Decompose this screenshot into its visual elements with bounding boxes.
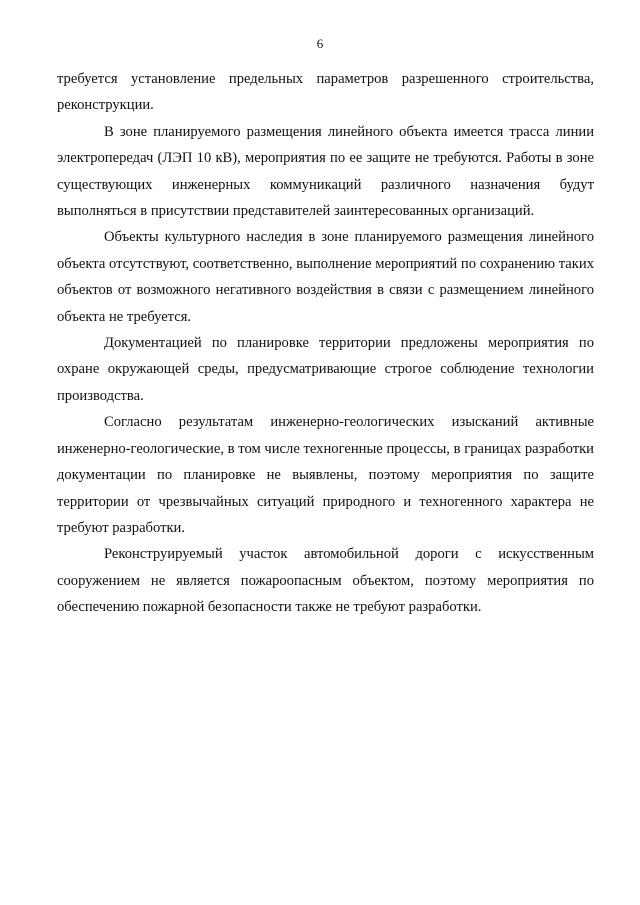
page-number: 6	[316, 36, 324, 51]
paragraph-geology: Согласно результатам инженерно-геологических изысканий активные инженерно-геологические, в том числе техногенные процессы, в границах разработки документации по планировке не выявлены, поэтому мероприятия по защите территории от чрезвычайных ситуаций природного и техногенного характера не требуют разработки.	[57, 414, 594, 536]
paragraph-cultural-heritage: Объекты культурного наследия в зоне планируемого размещения линейного объекта отсутствуют, соответственно, выполнение мероприятий по сохранению таких объектов от возможного негативного воздействия в связи с размещением линейного объекта не требуется.	[57, 229, 594, 325]
paragraph-power-line: В зоне планируемого размещения линейного объекта имеется трасса линии электропередач (ЛЭП 10 кВ), мероприятия по ее защите не требуются. Работы в зоне существующих инженерных коммуникаций различного назначения будут выполняться в присутствии представителей заинтересованных организаций.	[57, 123, 594, 220]
document-body	[57, 66, 594, 621]
paragraph-fire-safety: Реконструируемый участок автомобильной дороги с искусственным сооружением не является пожароопасным объектом, поэтому мероприятия по обеспечению пожарной безопасности также не требуют разработки.	[57, 546, 594, 616]
paragraph-continuation: требуется установление предельных параметров разрешенного строительства, реконструкции.	[57, 71, 594, 114]
paragraph-environment: Документацией по планировке территории предложены мероприятия по охране окружающей среды, предусматривающие строгое соблюдение технологии производства.	[57, 335, 594, 404]
